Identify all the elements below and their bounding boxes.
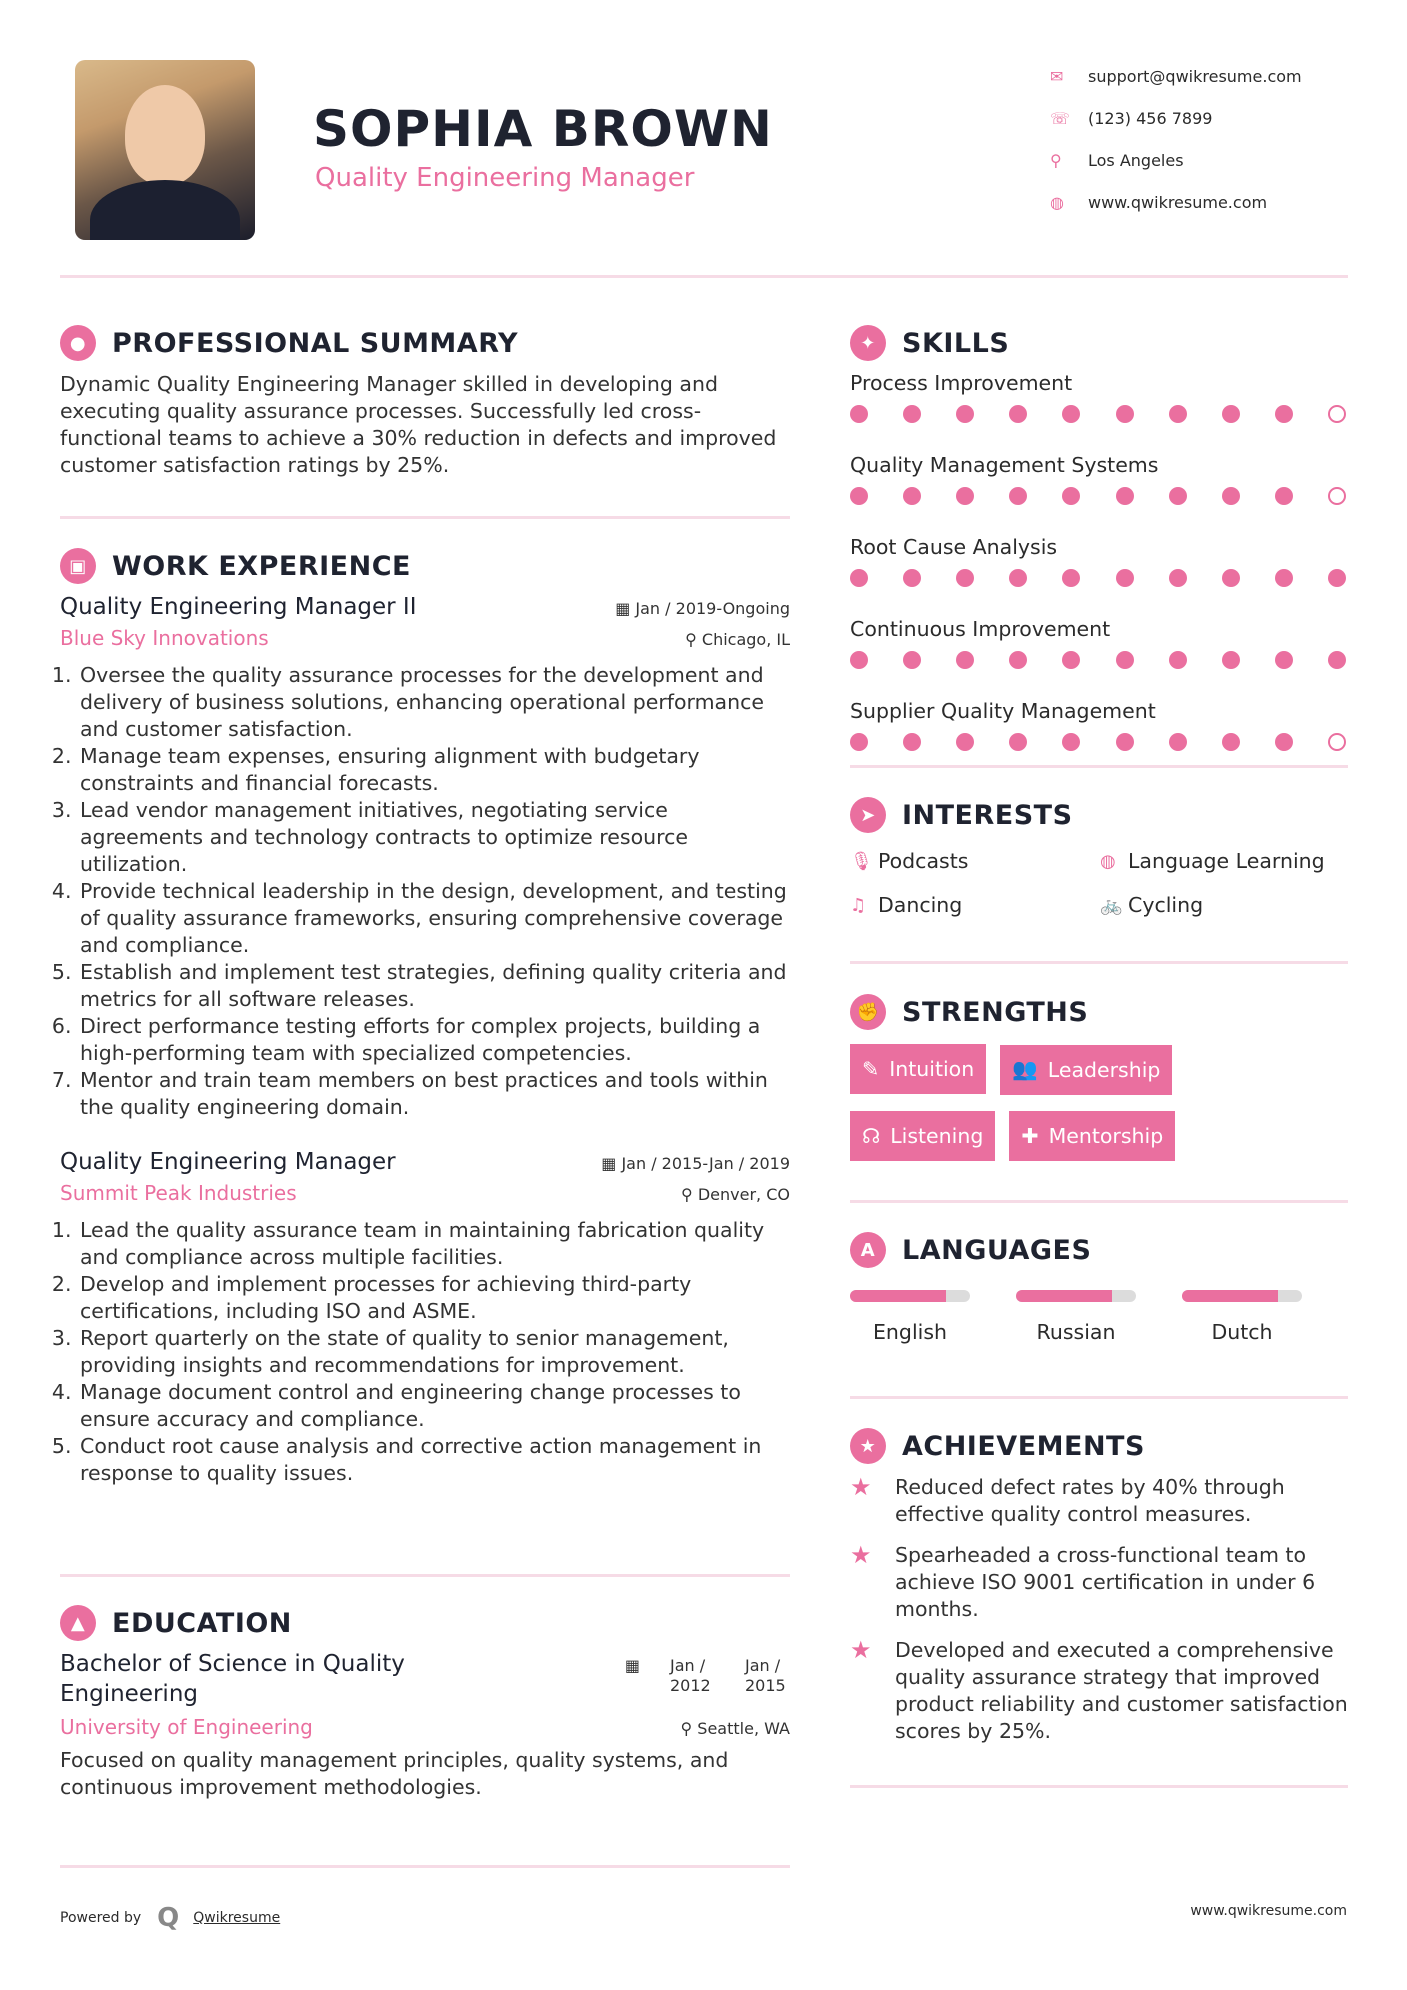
skill-dot <box>903 733 921 751</box>
skill-dot <box>1062 651 1080 669</box>
list-item: 5. Conduct root cause analysis and corrective action management in response to quality issues. <box>78 1433 790 1487</box>
divider <box>60 1574 790 1577</box>
skill-dot <box>1169 569 1187 587</box>
star-icon: ★ <box>850 1636 872 1664</box>
skill-dot <box>1275 733 1293 751</box>
skill-dot <box>1275 405 1293 423</box>
contact-text: Los Angeles <box>1088 150 1184 170</box>
language-item <box>1182 1290 1332 1344</box>
skills-section <box>850 325 1350 781</box>
job-location: ⚲ Chicago, IL <box>685 630 790 649</box>
experience-section <box>60 548 790 1487</box>
contact-item[interactable] <box>1050 139 1302 181</box>
divider <box>850 1200 1348 1203</box>
skill-dot <box>1275 569 1293 587</box>
skill-name: Process Improvement <box>850 371 1073 395</box>
job-bullets <box>60 1217 790 1487</box>
pin-icon: ⚲ <box>681 1185 693 1204</box>
section-heading: PROFESSIONAL SUMMARY <box>112 327 519 359</box>
skill-item <box>850 699 1350 751</box>
summary-text: Dynamic Quality Engineering Manager skilled in developing and executing quality assurance processes. Successfully led cross-functional teams to achieve a 30% reduction in defects and improved customer satisfaction ratings by 25%. <box>60 372 777 477</box>
fist-icon: ✊ <box>850 994 886 1030</box>
skill-name: Supplier Quality Management <box>850 699 1156 723</box>
skill-dot <box>1009 733 1027 751</box>
skill-dot <box>1222 487 1240 505</box>
list-item: 2. Develop and implement processes for achieving third-party certifications, including ISO and ASME. <box>78 1271 790 1325</box>
skill-dot <box>1062 487 1080 505</box>
divider <box>850 961 1348 964</box>
achievement-text: Developed and executed a comprehensive quality assurance strategy that improved product reliability and customer satisfaction scores by 25%. <box>895 1638 1348 1743</box>
achievement-item <box>850 1637 1350 1745</box>
strengths-section <box>850 994 1350 1177</box>
list-item: 5. Establish and implement test strategies, defining quality criteria and metrics for all software releases. <box>78 959 790 1013</box>
education-section <box>60 1605 790 1801</box>
list-item: 3. Report quarterly on the state of quality to senior management, providing insights and recommendations for improvement. <box>78 1325 790 1379</box>
contact-text: support@qwikresume.com <box>1088 66 1302 86</box>
job-title: Quality Engineering Manager II <box>60 594 417 620</box>
list-item: 2. Manage team expenses, ensuring alignment with budgetary constraints and financial forecasts. <box>78 743 790 797</box>
mic-icon: 🎙 <box>850 850 873 872</box>
skill-dot <box>1222 405 1240 423</box>
experience-list <box>60 594 790 1487</box>
job-dates: ▦ Jan / 2019-Ongoing <box>615 599 790 618</box>
contact-item[interactable] <box>1050 55 1302 97</box>
skill-dot <box>850 569 868 587</box>
brand-link[interactable]: Qwikresume <box>193 1910 281 1926</box>
powered-by-label: Powered by <box>60 1910 142 1926</box>
wand-icon: ✎ <box>862 1057 880 1081</box>
job-dates: ▦ Jan / 2015-Jan / 2019 <box>601 1154 790 1173</box>
skill-dot <box>850 405 868 423</box>
strength-tag: ✚ Mentorship <box>1009 1111 1175 1161</box>
footer-site-link[interactable]: www.qwikresume.com <box>1190 1903 1347 1919</box>
contact-text: www.qwikresume.com <box>1088 192 1268 212</box>
skill-dot <box>903 405 921 423</box>
skill-dot <box>1169 733 1187 751</box>
skill-item <box>850 453 1350 505</box>
contact-item[interactable] <box>1050 97 1302 139</box>
star-icon: ★ <box>850 1473 872 1501</box>
achievements-list <box>850 1474 1350 1745</box>
skill-name: Continuous Improvement <box>850 617 1111 641</box>
education-dates: ▦ Jan / 2012 Jan / 2015 <box>624 1656 786 1695</box>
section-heading: EDUCATION <box>112 1607 292 1639</box>
skill-dot <box>1169 651 1187 669</box>
skill-rating <box>850 405 1346 423</box>
language-level-bar <box>1182 1290 1302 1302</box>
skill-name: Root Cause Analysis <box>850 535 1058 559</box>
skill-dot <box>1062 405 1080 423</box>
skill-dot <box>1116 651 1134 669</box>
skill-dot <box>1009 651 1027 669</box>
skill-dot <box>850 487 868 505</box>
section-heading: INTERESTS <box>902 799 1073 831</box>
paper-plane-icon: ➤ <box>850 797 886 833</box>
skill-dot <box>850 651 868 669</box>
section-heading: ACHIEVEMENTS <box>902 1430 1145 1462</box>
pin-icon: ⚲ <box>680 1719 693 1738</box>
phone-icon: ☏ <box>1050 108 1071 128</box>
interest-item: ♫ Dancing <box>850 893 963 917</box>
school-name: University of Engineering <box>60 1715 313 1739</box>
skill-dot <box>956 569 974 587</box>
job-title: Quality Engineering Manager <box>60 1149 396 1175</box>
candidate-name: SOPHIA BROWN <box>313 100 773 158</box>
strengths-list <box>850 1044 1270 1177</box>
skill-dot <box>1328 651 1346 669</box>
list-item: 6. Direct performance testing efforts for complex projects, building a high-performing team with specialized competencies. <box>78 1013 790 1067</box>
skill-dot <box>1328 569 1346 587</box>
skill-dot <box>1009 405 1027 423</box>
language-name: Dutch <box>1211 1320 1273 1344</box>
language-level-bar <box>850 1290 970 1302</box>
company-name: Blue Sky Innovations <box>60 626 269 650</box>
language-name: Russian <box>1036 1320 1116 1344</box>
strength-tag: ✎ Intuition <box>850 1044 986 1094</box>
briefcase-icon: ▣ <box>60 548 96 584</box>
contact-list <box>1050 55 1302 223</box>
qwikresume-logo-icon: Q <box>157 1903 180 1933</box>
achievement-text: Spearheaded a cross-functional team to achieve ISO 9001 certification in under 6 months. <box>895 1543 1316 1621</box>
divider <box>850 1396 1348 1399</box>
summary-section <box>60 325 790 479</box>
skill-dot <box>1275 651 1293 669</box>
pin-icon: ⚲ <box>685 630 697 649</box>
divider <box>60 1865 790 1868</box>
list-item: 1. Lead the quality assurance team in maintaining fabrication quality and compliance across multiple facilities. <box>78 1217 790 1271</box>
graduation-icon: ▲ <box>60 1605 96 1641</box>
translate-icon: A <box>850 1232 886 1268</box>
header-divider <box>60 275 1348 278</box>
section-heading: STRENGTHS <box>902 996 1089 1028</box>
footer-left <box>60 1903 280 1933</box>
job-location: ⚲ Denver, CO <box>681 1185 790 1204</box>
interest-item: 🎙 Podcasts <box>850 849 969 873</box>
skill-dot <box>1328 487 1346 505</box>
languages-section <box>850 1232 1350 1344</box>
star-icon: ★ <box>850 1541 872 1569</box>
skills-list <box>850 371 1350 751</box>
skill-dot <box>1116 487 1134 505</box>
skill-dot <box>1222 569 1240 587</box>
skill-dot <box>1009 487 1027 505</box>
section-heading: LANGUAGES <box>902 1234 1092 1266</box>
skill-dot <box>1116 733 1134 751</box>
list-item: 3. Lead vendor management initiatives, negotiating service agreements and technology contracts to optimize resource utilization. <box>78 797 790 878</box>
interests-section <box>850 797 1350 927</box>
skill-dot <box>903 569 921 587</box>
company-name: Summit Peak Industries <box>60 1181 297 1205</box>
interests-grid <box>850 839 1350 927</box>
skill-dot <box>903 651 921 669</box>
globe-icon: ◍ <box>1100 850 1116 872</box>
skill-item <box>850 617 1350 669</box>
list-item: 4. Manage document control and engineering change processes to ensure accuracy and compliance. <box>78 1379 790 1433</box>
skill-dot <box>1009 569 1027 587</box>
section-heading: SKILLS <box>902 327 1010 359</box>
achievements-section <box>850 1428 1350 1759</box>
calendar-icon: ▦ <box>601 1154 617 1173</box>
achievement-text: Reduced defect rates by 40% through effective quality control measures. <box>895 1475 1285 1526</box>
skill-dot <box>1116 569 1134 587</box>
job-entry <box>60 594 790 1121</box>
divider <box>60 516 790 519</box>
interest-item: ◍ Language Learning <box>1100 849 1325 873</box>
interest-item: 🚲 Cycling <box>1100 893 1204 917</box>
strength-tag: 👥 Leadership <box>1000 1045 1172 1095</box>
headphones-icon: ☊ <box>862 1123 881 1148</box>
skill-dot <box>1169 487 1187 505</box>
divider <box>850 765 1348 768</box>
calendar-icon: ▦ <box>624 1656 640 1675</box>
job-entry <box>60 1149 790 1487</box>
skill-dot <box>956 733 974 751</box>
section-heading: WORK EXPERIENCE <box>112 550 411 582</box>
location-icon: ⚲ <box>1050 150 1062 170</box>
skill-dot <box>903 487 921 505</box>
calendar-icon: ▦ <box>615 599 631 618</box>
skill-rating <box>850 733 1346 751</box>
list-item: 1. Oversee the quality assurance processes for the development and delivery of business solutions, enhancing operational performance and customer satisfaction. <box>78 662 790 743</box>
candidate-title: Quality Engineering Manager <box>315 163 695 193</box>
skill-dot <box>1169 405 1187 423</box>
language-level-bar <box>1016 1290 1136 1302</box>
language-item <box>850 1290 1000 1344</box>
achievement-item <box>850 1542 1350 1623</box>
degree-title: Bachelor of Science in Quality Engineering <box>60 1651 405 1707</box>
skill-dot <box>956 651 974 669</box>
skill-dot <box>1328 733 1346 751</box>
achievement-item <box>850 1474 1350 1528</box>
music-icon: ♫ <box>850 894 867 916</box>
skill-dot <box>1222 651 1240 669</box>
languages-list <box>850 1290 1350 1344</box>
group-icon: 👥 <box>1012 1057 1038 1081</box>
divider <box>850 1785 1348 1788</box>
skill-dot <box>1062 569 1080 587</box>
skill-name: Quality Management Systems <box>850 453 1159 477</box>
strength-tag: ☊ Listening <box>850 1111 995 1161</box>
job-bullets <box>60 662 790 1121</box>
contact-item[interactable] <box>1050 181 1302 223</box>
skill-dot <box>1328 405 1346 423</box>
skill-dot <box>1222 733 1240 751</box>
user-icon: ● <box>60 325 96 361</box>
trophy-icon: ★ <box>850 1428 886 1464</box>
skill-dot <box>956 405 974 423</box>
profile-photo <box>75 60 255 240</box>
list-item: 7. Mentor and train team members on best practices and tools within the quality engineering domain. <box>78 1067 790 1121</box>
education-location: ⚲ Seattle, WA <box>680 1719 790 1738</box>
list-item: 4. Provide technical leadership in the design, development, and testing of quality assurance frameworks, ensuring comprehensive coverage and compliance. <box>78 878 790 959</box>
skill-dot <box>850 733 868 751</box>
website-icon: ◍ <box>1050 192 1064 212</box>
user-plus-icon: ✚ <box>1021 1123 1039 1148</box>
lightbulb-icon: ✦ <box>850 325 886 361</box>
contact-text: (123) 456 7899 <box>1088 108 1213 128</box>
skill-rating <box>850 651 1346 669</box>
skill-rating <box>850 487 1346 505</box>
skill-dot <box>1062 733 1080 751</box>
language-item <box>1016 1290 1166 1344</box>
skill-dot <box>1116 405 1134 423</box>
email-icon: ✉ <box>1050 66 1064 86</box>
skill-dot <box>956 487 974 505</box>
education-text: Focused on quality management principles, quality systems, and continuous improvement methodologies. <box>60 1748 729 1799</box>
skill-item <box>850 535 1350 587</box>
skill-item <box>850 371 1350 423</box>
bike-icon: 🚲 <box>1100 894 1123 916</box>
language-name: English <box>872 1320 948 1344</box>
skill-dot <box>1275 487 1293 505</box>
skill-rating <box>850 569 1346 587</box>
